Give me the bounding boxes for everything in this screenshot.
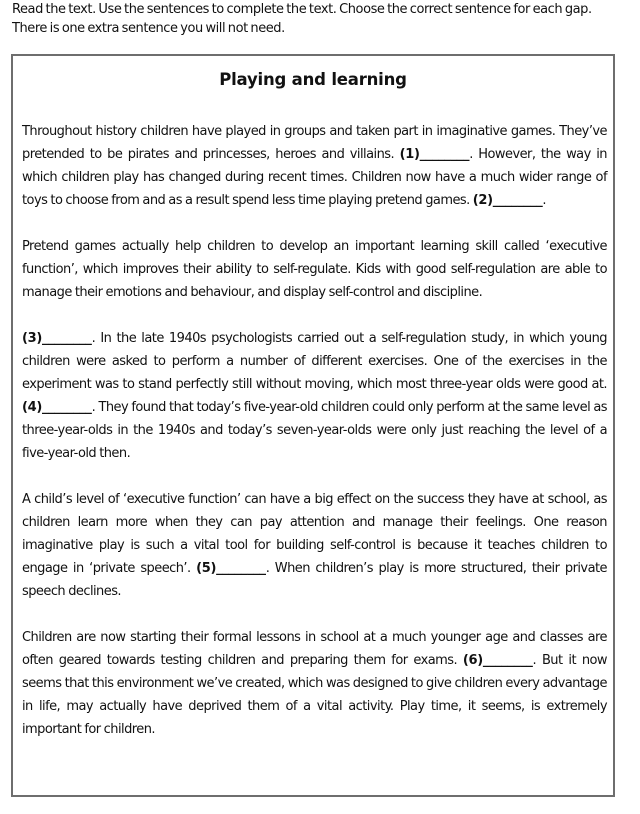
gap-2[interactable]: (2)________ <box>472 193 543 208</box>
text-segment: A child’s level of ‘executive function’ can have a big effect on the success they have at school, as children learn more when they can pay attention and manage their feelings. One reason imaginative play is such a vital tool for building self-control is because it teaches children to engage in ‘private speech’. <box>22 492 607 576</box>
article-box <box>11 54 615 797</box>
text-segment: . When children’s play is more structured, their private speech declines. <box>22 561 607 599</box>
task-instructions <box>12 1 632 38</box>
instructions-line-2: There is one extra sentence you will not need. <box>12 20 285 36</box>
paragraph-1 <box>22 120 607 212</box>
text-segment: . In the late 1940s psychologists carried out a self-regulation study, in which young children were asked to perform a number of different exercises. One of the exercises in the experiment was to stand perfectly still without moving, which most three-year olds were good at. <box>22 331 607 392</box>
text-segment: . <box>542 193 547 208</box>
text-segment: Throughout history children have played in groups and taken part in imaginative games. They’ve pretended to be pirates and princesses, heroes and villains. <box>22 124 607 162</box>
gap-4[interactable]: (4)________ <box>22 400 92 415</box>
text-segment: Pretend games actually help children to develop an important learning skill called ‘executive function’, which improves their ability to self-regulate. Kids with good self-regulation are able to manage their emotions and behaviour, and display self-control and discipline. <box>22 239 607 300</box>
gap-3[interactable]: (3)________ <box>22 331 92 346</box>
text-segment: . However, the way in which children play has changed during recent times. Children now have a much wider range of toys to choose from and as a result spend less time playing pretend games. <box>22 147 607 208</box>
instructions-line-1: Read the text. Use the sentences to complete the text. Choose the correct sentence for each gap. <box>12 2 592 17</box>
article-body <box>22 120 607 764</box>
text-segment: . They found that today’s five-year-old children could only perform at the same level as three-year-olds in the 1940s and today’s seven-year-olds were only just reaching the level of a five-year-old then. <box>22 400 607 461</box>
gap-5[interactable]: (5)________ <box>196 561 266 576</box>
gap-6[interactable]: (6)________ <box>462 653 533 668</box>
paragraph-2 <box>22 235 607 304</box>
paragraph-5 <box>22 626 607 741</box>
gap-1[interactable]: (1)________ <box>399 147 470 162</box>
text-segment: . But it now seems that this environment we’ve created, which was designed to give children every advantage in life, may actually have deprived them of a vital activity. Play time, it seems, is extremely important for children. <box>22 653 607 737</box>
text-segment: Children are now starting their formal lessons in school at a much younger age and classes are often geared towards testing children and preparing them for exams. <box>22 630 607 668</box>
paragraph-4 <box>22 488 607 603</box>
paragraph-3 <box>22 327 607 465</box>
article-title: Playing and learning <box>219 70 407 89</box>
